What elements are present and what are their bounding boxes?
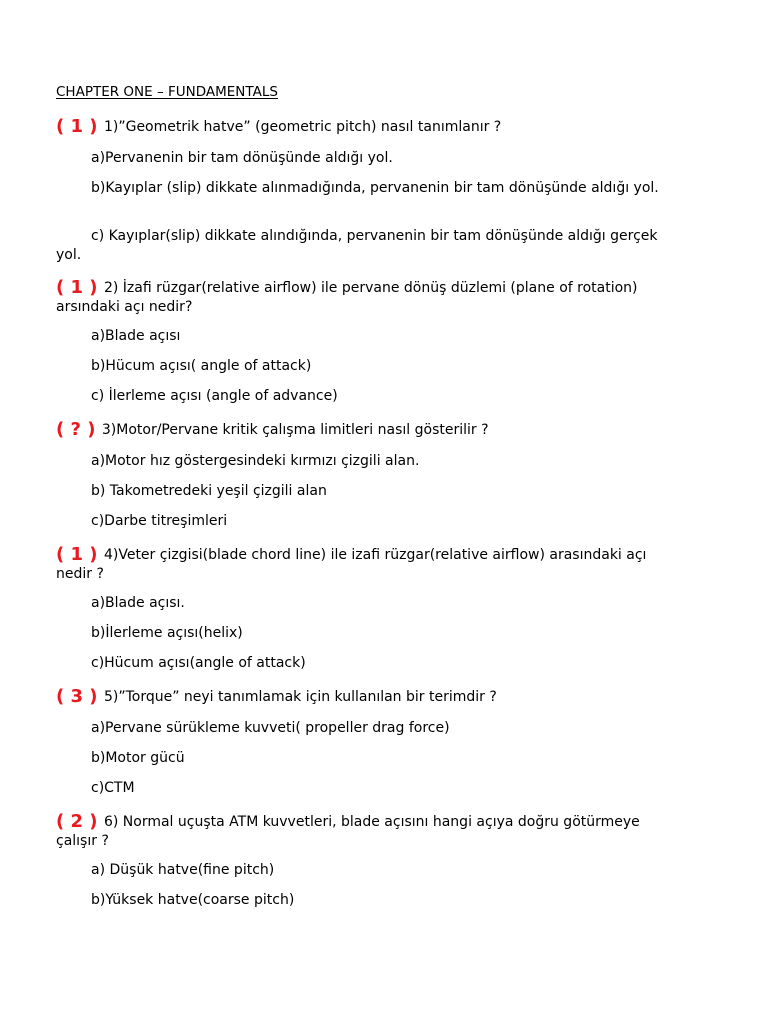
question-2-option-c: c) İlerleme açısı (angle of advance) — [91, 388, 338, 404]
question-3-option-b: b) Takometredeki yeşil çizgili alan — [91, 483, 327, 499]
question-text: 4)Veter çizgisi(blade chord line) ile izafi rüzgar(relative airflow) arasındaki açı nedir ? — [56, 547, 647, 582]
question-4-option-a: a)Blade açısı. — [91, 595, 185, 611]
question-6-option-a: a) Düşük hatve(fine pitch) — [91, 862, 275, 878]
question-3-option-c: c)Darbe titreşimleri — [91, 513, 228, 529]
question-text: 1)”Geometrik hatve” (geometric pitch) nasıl tanımlanır ? — [103, 119, 502, 135]
question-text: 6) Normal uçuşta ATM kuvvetleri, blade açısını hangi açıya doğru götürmeye çalışır ? — [56, 814, 640, 849]
question-4 — [56, 544, 676, 584]
question-text: 3)Motor/Pervane kritik çalışma limitleri nasıl gösterilir ? — [101, 422, 489, 438]
question-6 — [56, 811, 676, 851]
question-4-option-b: b)İlerleme açısı(helix) — [91, 625, 243, 641]
question-2 — [56, 277, 676, 317]
answer-key: ( 2 ) — [56, 811, 98, 832]
question-2-option-b: b)Hücum açısı( angle of attack) — [91, 358, 312, 374]
question-5-option-c: c)CTM — [91, 780, 135, 796]
answer-key: ( 1 ) — [56, 277, 98, 298]
question-4-option-c: c)Hücum açısı(angle of attack) — [91, 655, 306, 671]
answer-key: ( 3 ) — [56, 686, 98, 707]
answer-key: ( 1 ) — [56, 116, 98, 137]
question-1 — [56, 116, 676, 137]
question-text: 2) İzafi rüzgar(relative airflow) ile pervane dönüş düzlemi (plane of rotation) arsındaki açı nedir? — [56, 280, 638, 315]
question-1-option-a: a)Pervanenin bir tam dönüşünde aldığı yol. — [91, 150, 393, 166]
chapter-title: CHAPTER ONE – FUNDAMENTALS — [56, 84, 278, 100]
question-text: 5)”Torque” neyi tanımlamak için kullanılan bir terimdir ? — [103, 689, 497, 705]
answer-key: ( ? ) — [56, 419, 96, 440]
question-1-option-b: b)Kayıplar (slip) dikkate alınmadığında, pervanenin bir tam dönüşünde aldığı yol. — [91, 180, 659, 196]
question-1-option-c: c) Kayıplar(slip) dikkate alındığında, pervanenin bir tam dönüşünde aldığı gerçek yol. — [56, 228, 658, 263]
question-5-option-a: a)Pervane sürükleme kuvveti( propeller drag force) — [91, 720, 450, 736]
question-5 — [56, 686, 676, 707]
answer-key: ( 1 ) — [56, 544, 98, 565]
question-3 — [56, 419, 676, 440]
question-3-option-a: a)Motor hız göstergesindeki kırmızı çizgili alan. — [91, 453, 420, 469]
question-2-option-a: a)Blade açısı — [91, 328, 181, 344]
question-6-option-b: b)Yüksek hatve(coarse pitch) — [91, 892, 295, 908]
question-5-option-b: b)Motor gücü — [91, 750, 185, 766]
